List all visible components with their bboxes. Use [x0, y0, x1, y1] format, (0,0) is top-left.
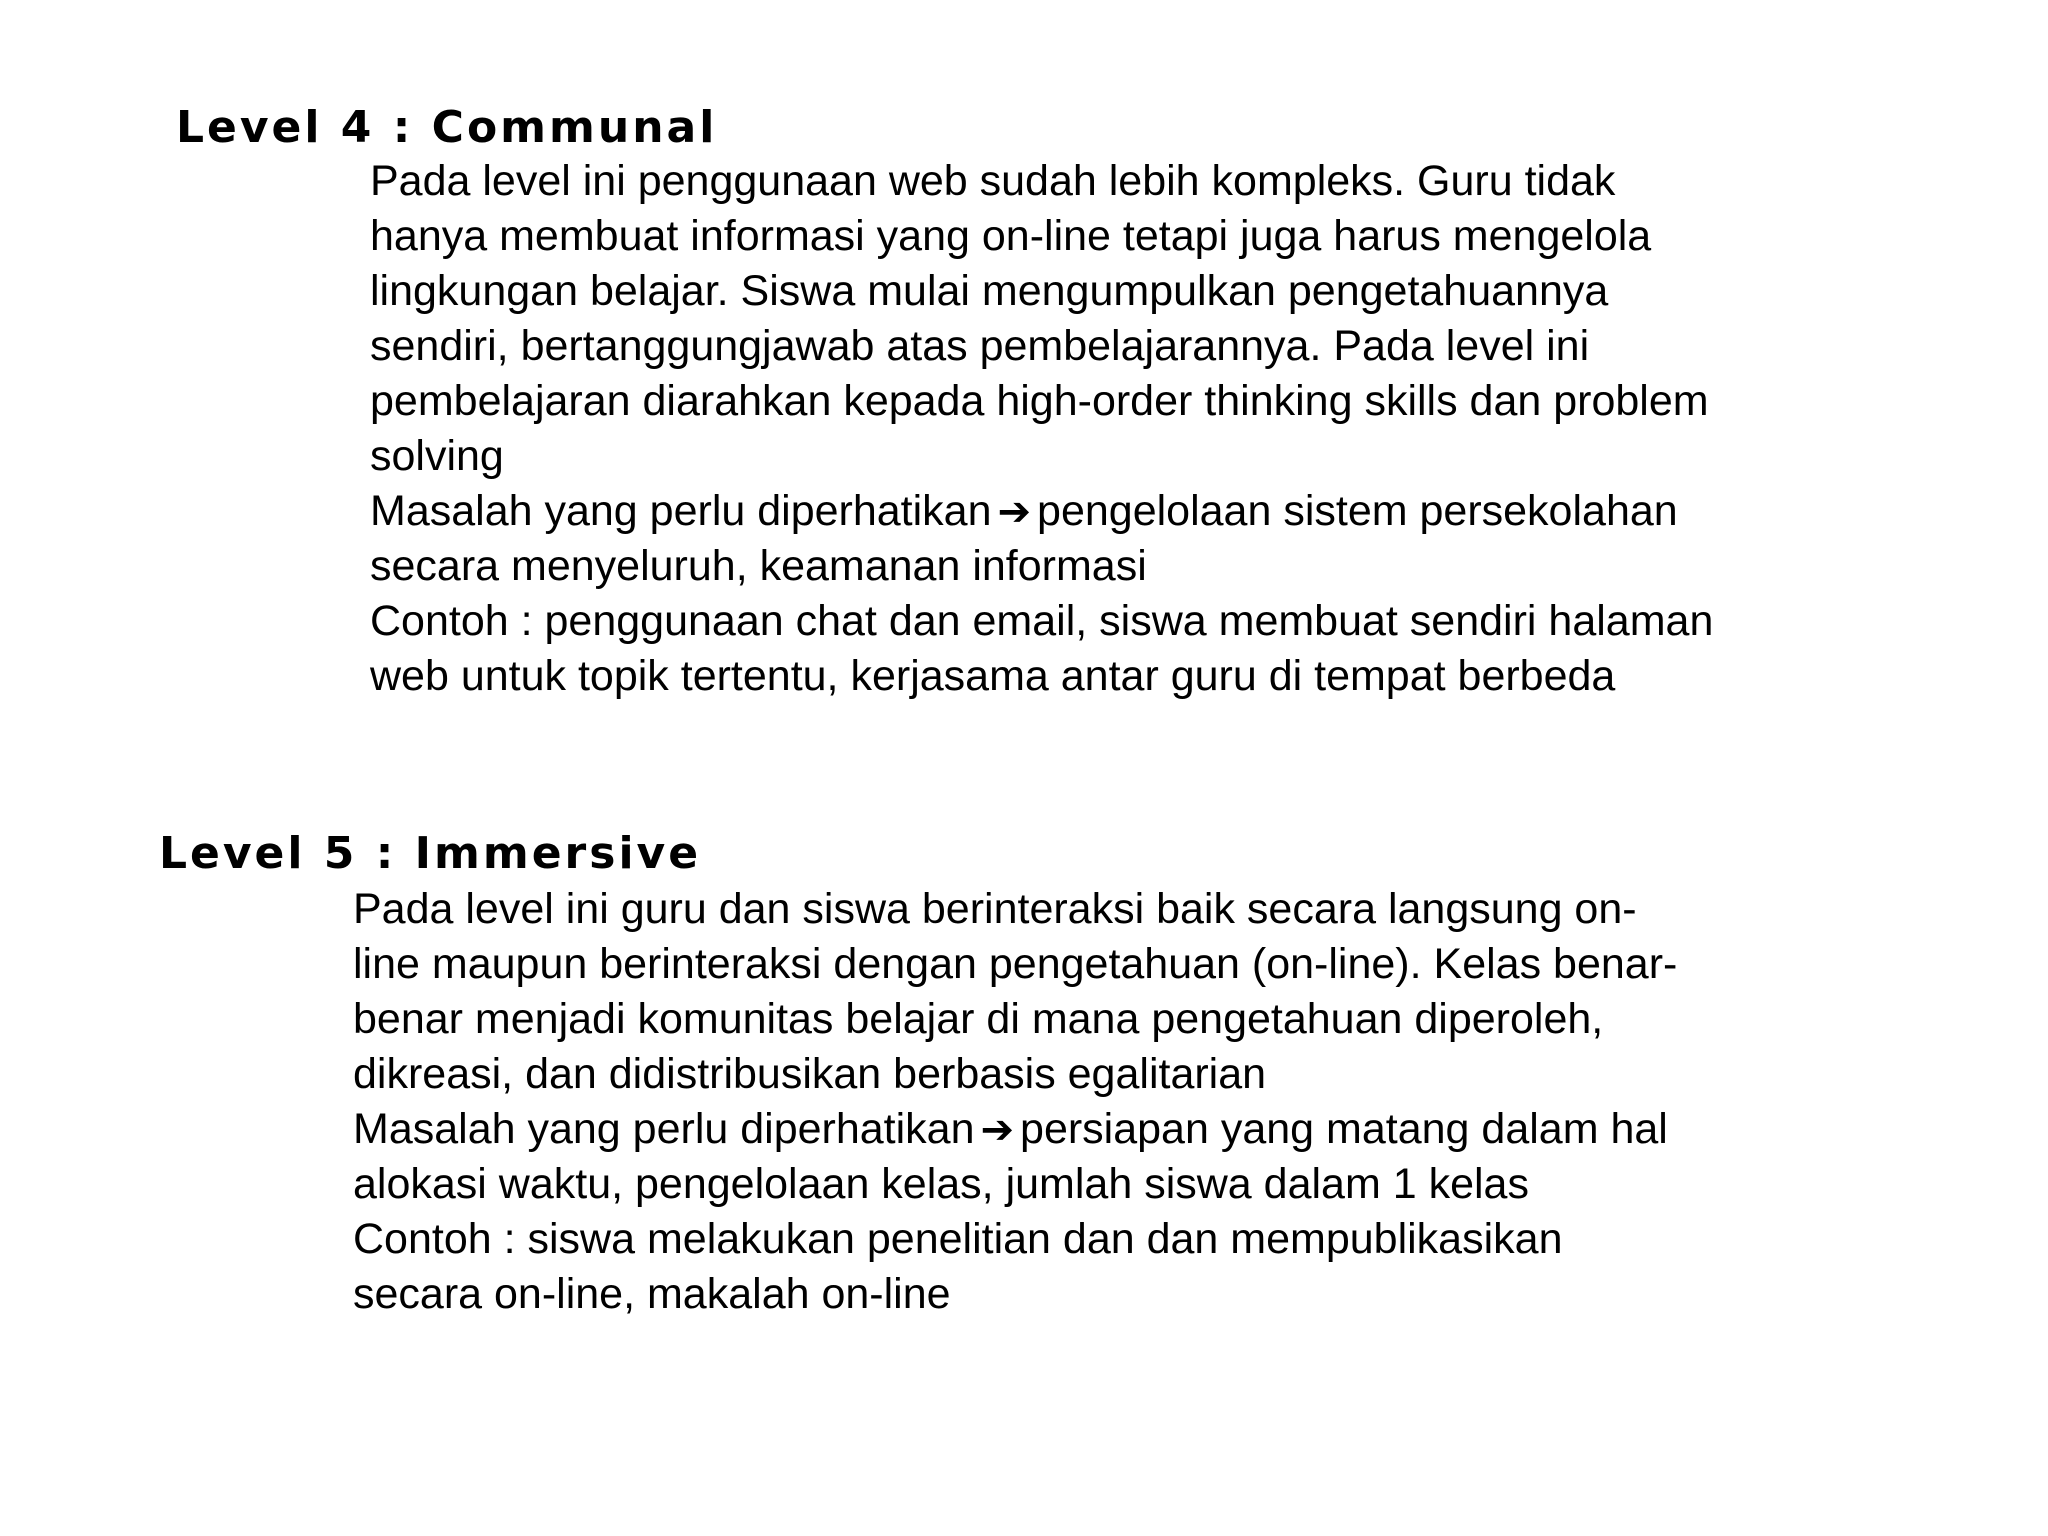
level5-line-1: Pada level ini guru dan siswa berinteraksi baik secara langsung on-: [353, 885, 1637, 933]
level4-arrow-icon: ➔: [997, 489, 1032, 535]
level4-line-5: pembelajaran diarahkan kepada high-order thinking skills dan problem: [370, 377, 1709, 425]
level4-heading: Level 4 : Communal: [176, 102, 718, 153]
level5-example-line-2: secara on-line, makalah on-line: [353, 1270, 951, 1318]
level5-issue-line-2: alokasi waktu, pengelolaan kelas, jumlah siswa dalam 1 kelas: [353, 1160, 1529, 1208]
level4-example-line-2: web untuk topik tertentu, kerjasama antar guru di tempat berbeda: [370, 652, 1616, 700]
level5-issue-line: [353, 1102, 1677, 1157]
level4-issue-suffix: pengelolaan sistem persekolahan: [1037, 487, 1678, 535]
level4-line-1: Pada level ini penggunaan web sudah lebih kompleks. Guru tidak: [370, 157, 1616, 205]
level4-issue-prefix: Masalah yang perlu diperhatikan: [370, 487, 992, 535]
level5-arrow-icon: ➔: [980, 1107, 1015, 1153]
level5-issue-suffix: persiapan yang matang dalam hal: [1020, 1105, 1668, 1153]
level4-issue-line: [370, 484, 1713, 539]
level5-section: [159, 828, 701, 880]
level4-line-4: sendiri, bertanggungjawab atas pembelajarannya. Pada level ini: [370, 322, 1590, 370]
level5-issue-prefix: Masalah yang perlu diperhatikan: [353, 1105, 975, 1153]
level4-line-3: lingkungan belajar. Siswa mulai mengumpulkan pengetahuannya: [370, 267, 1609, 315]
level5-heading: Level 5 : Immersive: [159, 828, 702, 879]
level4-line-6: solving: [370, 432, 504, 480]
level5-example-line-1: Contoh : siswa melakukan penelitian dan dan mempublikasikan: [353, 1215, 1563, 1263]
level4-line-2: hanya membuat informasi yang on-line tetapi juga harus mengelola: [370, 212, 1652, 260]
level4-example-line-1: Contoh : penggunaan chat dan email, siswa membuat sendiri halaman: [370, 597, 1714, 645]
level5-line-3: benar menjadi komunitas belajar di mana pengetahuan diperoleh,: [353, 995, 1604, 1043]
level5-line-4: dikreasi, dan didistribusikan berbasis egalitarian: [353, 1050, 1267, 1098]
level4-issue-line-2: secara menyeluruh, keamanan informasi: [370, 542, 1147, 590]
level5-line-2: line maupun berinteraksi dengan pengetahuan (on-line). Kelas benar-: [353, 940, 1678, 988]
level5-body: [353, 882, 1677, 1322]
level4-body: [370, 154, 1713, 704]
level4-section: [176, 102, 717, 154]
